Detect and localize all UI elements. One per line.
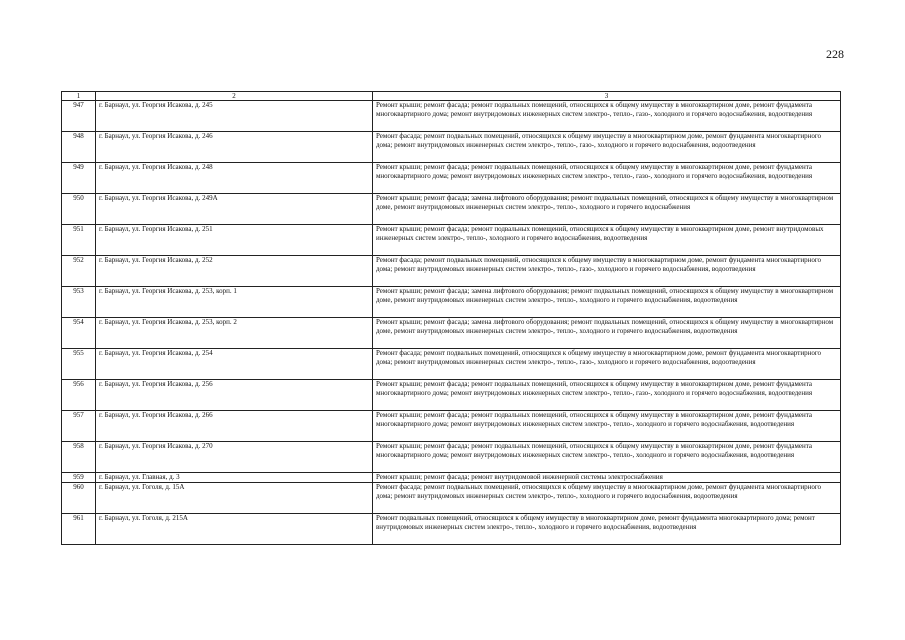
table-row	[62, 380, 841, 411]
column-header-address: 2	[96, 92, 373, 101]
row-number: 952	[62, 256, 96, 287]
row-number: 956	[62, 380, 96, 411]
table-row	[62, 483, 841, 514]
row-number: 955	[62, 349, 96, 380]
row-works: Ремонт крыши; ремонт фасада; замена лифтового оборудования; ремонт подвальных помещений, относящихся к общему имуществу в многоквартирном доме, ремонт внутридомовых инженерных систем электро-, тепло-, холодного и горячего водоснабжения, водоотведения	[373, 287, 841, 318]
row-works: Ремонт фасада; ремонт подвальных помещений, относящихся к общему имуществу в многоквартирном доме, ремонт фундамента многоквартирного дома; ремонт внутридомовых инженерных систем электро-, тепло-, газо-, холодного и горячего водоснабжения, водоотведения	[373, 256, 841, 287]
row-number: 949	[62, 163, 96, 194]
row-address: г. Барнаул, ул. Георгия Исакова, д. 270	[96, 442, 373, 473]
row-works: Ремонт крыши; ремонт фасада; ремонт подвальных помещений, относящихся к общему имуществу в многоквартирном доме, ремонт фундамента многоквартирного дома; ремонт внутридомовых инженерных систем электро-, тепло-, газо-, холодного и горячего водоснабжения, водоотведения	[373, 163, 841, 194]
table-row	[62, 411, 841, 442]
table-row	[62, 349, 841, 380]
column-header-works: 3	[373, 92, 841, 101]
row-number: 953	[62, 287, 96, 318]
table-row	[62, 318, 841, 349]
table-row	[62, 225, 841, 256]
row-address: г. Барнаул, ул. Гоголя, д. 15А	[96, 483, 373, 514]
row-address: г. Барнаул, ул. Гоголя, д. 215А	[96, 514, 373, 545]
row-number: 960	[62, 483, 96, 514]
row-address: г. Барнаул, ул. Георгия Исакова, д. 248	[96, 163, 373, 194]
row-address: г. Барнаул, ул. Георгия Исакова, д. 252	[96, 256, 373, 287]
row-number: 950	[62, 194, 96, 225]
row-address: г. Барнаул, ул. Георгия Исакова, д. 253, корп. 2	[96, 318, 373, 349]
row-address: г. Барнаул, ул. Георгия Исакова, д. 266	[96, 411, 373, 442]
row-works: Ремонт крыши; ремонт фасада; ремонт подвальных помещений, относящихся к общему имуществу в многоквартирном доме, ремонт фундамента многоквартирного дома; ремонт внутридомовых инженерных систем электро-, тепло-, холодного и горячего водоснабжения, водоотведения	[373, 442, 841, 473]
row-number: 961	[62, 514, 96, 545]
row-works: Ремонт крыши; ремонт фасада; ремонт подвальных помещений, относящихся к общему имуществу в многоквартирном доме, ремонт фундамента многоквартирного дома; ремонт внутридомовых инженерных систем электро-, тепло-, газо-, холодного и горячего водоснабжения, водоотведения	[373, 101, 841, 132]
row-number: 948	[62, 132, 96, 163]
row-number: 951	[62, 225, 96, 256]
row-number: 947	[62, 101, 96, 132]
table-row	[62, 194, 841, 225]
table-row	[62, 442, 841, 473]
row-address: г. Барнаул, ул. Георгия Исакова, д. 246	[96, 132, 373, 163]
table-row	[62, 256, 841, 287]
row-address: г. Барнаул, ул. Георгия Исакова, д. 253, корп. 1	[96, 287, 373, 318]
row-address: г. Барнаул, ул. Главная, д. 3	[96, 473, 373, 483]
row-address: г. Барнаул, ул. Георгия Исакова, д. 256	[96, 380, 373, 411]
row-address: г. Барнаул, ул. Георгия Исакова, д. 251	[96, 225, 373, 256]
registry-table	[61, 91, 841, 545]
row-number: 958	[62, 442, 96, 473]
row-works: Ремонт крыши; ремонт фасада; ремонт подвальных помещений, относящихся к общему имуществу в многоквартирном доме, ремонт фундамента многоквартирного дома; ремонт внутридомовых инженерных систем электро-, тепло-, газо-, холодного и горячего водоснабжения, водоотведения	[373, 380, 841, 411]
row-works: Ремонт крыши; ремонт фасада; замена лифтового оборудования; ремонт подвальных помещений, относящихся к общему имуществу в многоквартирном доме, ремонт внутридомовых инженерных систем электро-, тепло-, холодного и горячего водоснабжения, водоотведения	[373, 318, 841, 349]
row-number: 959	[62, 473, 96, 483]
table-row	[62, 287, 841, 318]
row-works: Ремонт крыши; ремонт фасада; замена лифтового оборудования; ремонт подвальных помещений, относящихся к общему имуществу в многоквартирном доме, ремонт внутридомовых инженерных систем электро-, тепло-, холодного и горячего водоснабжения	[373, 194, 841, 225]
table-row	[62, 514, 841, 545]
row-works: Ремонт крыши; ремонт фасада; ремонт внутридомовой инженерной системы электроснабжения	[373, 473, 841, 483]
row-address: г. Барнаул, ул. Георгия Исакова, д. 254	[96, 349, 373, 380]
row-address: г. Барнаул, ул. Георгия Исакова, д. 245	[96, 101, 373, 132]
page-number: 228	[826, 47, 844, 61]
table-row	[62, 101, 841, 132]
table-row	[62, 473, 841, 483]
table-row	[62, 163, 841, 194]
row-works: Ремонт крыши; ремонт фасада; ремонт подвальных помещений, относящихся к общему имуществу в многоквартирном доме, ремонт внутридомовых инженерных систем электро-, тепло-, холодного и горячего водоснабжения, водоотведения	[373, 225, 841, 256]
row-works: Ремонт крыши; ремонт фасада; ремонт подвальных помещений, относящихся к общему имуществу в многоквартирном доме, ремонт фундамента многоквартирного дома; ремонт внутридомовых инженерных систем электро-, тепло-, холодного и горячего водоснабжения, водоотведения	[373, 411, 841, 442]
table-header-row	[62, 92, 841, 101]
table-row	[62, 132, 841, 163]
row-works: Ремонт фасада; ремонт подвальных помещений, относящихся к общему имуществу в многоквартирном доме, ремонт фундамента многоквартирного дома; ремонт внутридомовых инженерных систем электро-, тепло-, газо-, холодного и горячего водоснабжения, водоотведения	[373, 132, 841, 163]
row-number: 954	[62, 318, 96, 349]
row-number: 957	[62, 411, 96, 442]
row-works: Ремонт подвальных помещений, относящихся к общему имуществу в многоквартирном доме, ремонт фундамента многоквартирного дома; ремонт внутридомовых инженерных систем электро-, тепло-, холодного и горячего водоснабжения, водоотведения	[373, 514, 841, 545]
row-works: Ремонт фасада; ремонт подвальных помещений, относящихся к общему имуществу в многоквартирном доме, ремонт фундамента многоквартирного дома; ремонт внутридомовых инженерных систем электро-, тепло-, газо-, холодного и горячего водоснабжения, водоотведения	[373, 349, 841, 380]
row-works: Ремонт фасада; ремонт подвальных помещений, относящихся к общему имуществу в многоквартирном доме, ремонт фундамента многоквартирного дома; ремонт внутридомовых инженерных систем электро-, тепло-, холодного и горячего водоснабжения, водоотведения	[373, 483, 841, 514]
row-address: г. Барнаул, ул. Георгия Исакова, д. 249А	[96, 194, 373, 225]
column-header-number: 1	[62, 92, 96, 101]
